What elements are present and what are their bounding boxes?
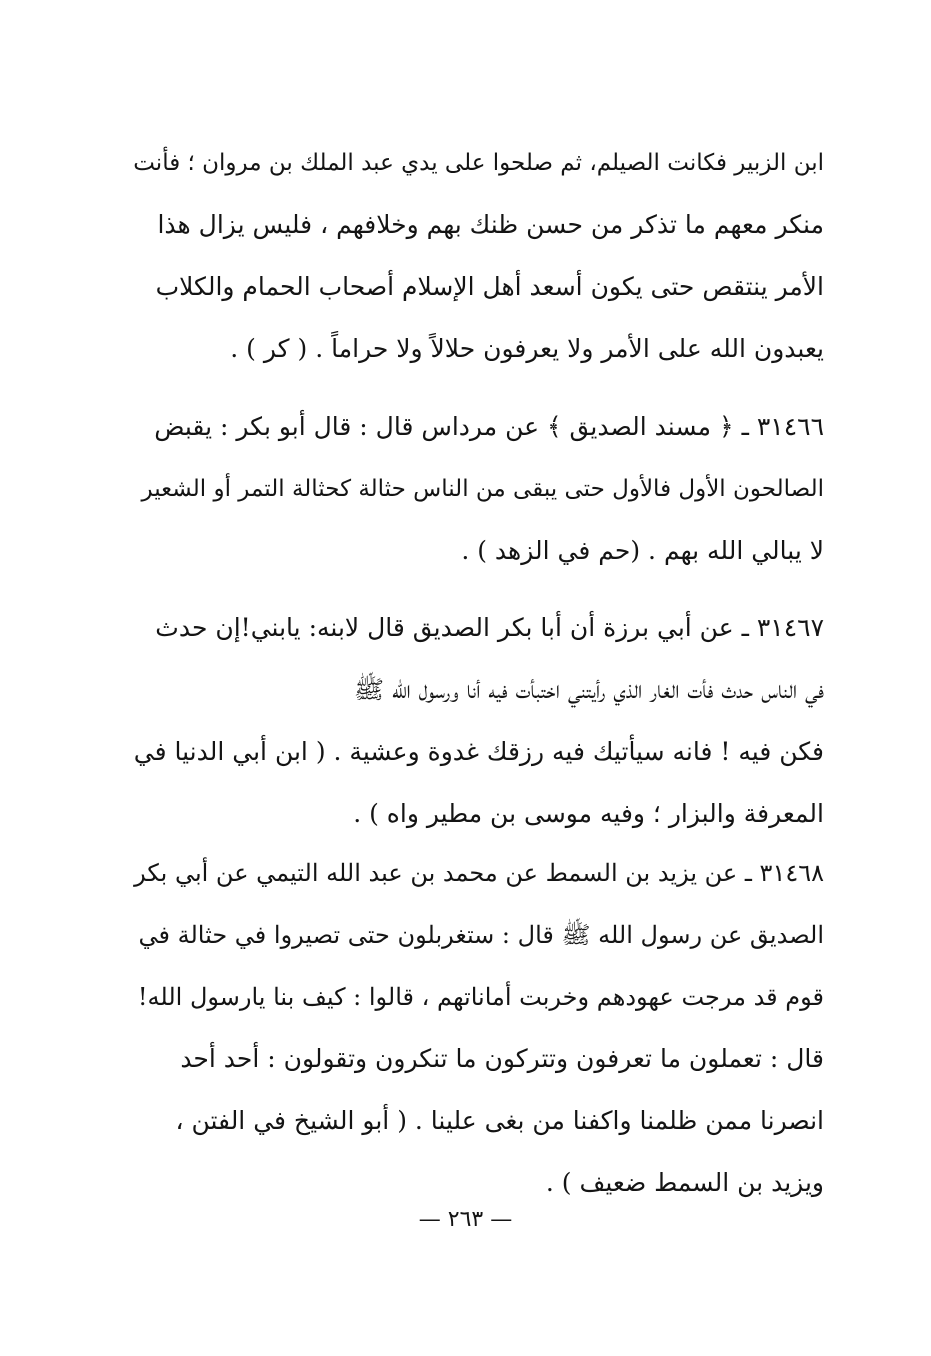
text-line: ٣١٤٦٦ ـ ﴿ مسند الصديق ﴾ عن مرداس قال : قال أبو بكر : يقبض (154, 412, 824, 441)
text-line: ٣١٤٦٧ ـ عن أبي برزة أن أبا بكر الصديق قال لابنه: يابني!إن حدث (155, 613, 824, 642)
text-line: قال : تعملون ما تعرفون وتتركون ما تنكرون وتقولون : أحد أحد (180, 1044, 824, 1073)
hadith-31467 (132, 597, 824, 845)
text-line: ٣١٤٦٨ ـ عن يزيد بن السمط عن محمد بن عبد الله التيمي عن أبي بكر (134, 859, 824, 887)
paragraph-continuation (132, 132, 824, 380)
text-line: الصديق عن رسول الله ﷺ قال : ستغربلون حتى تصيروا في حثالة في (138, 921, 824, 949)
text-line: قوم قد مرجت عهودهم وخربت أماناتهم ، قالوا : كيف بنا يارسول الله! (137, 983, 824, 1011)
text-line: الصالحون الأول فالأول حتى يبقى من الناس حثالة كحثالة التمر أو الشعير (141, 476, 824, 502)
text-line: المعرفة والبزار ؛ وفيه موسى بن مطير واه ) . (353, 799, 824, 828)
hadith-31466 (132, 396, 824, 582)
hadith-31468 (132, 842, 824, 1214)
text-line: لا يبالي الله بهم . (حم في الزهد ) . (461, 536, 824, 565)
text-line: يعبدون الله على الأمر ولا يعرفون حلالاً ولا حراماً . ( كر ) . (230, 334, 824, 363)
text-line: فكن فيه ! فانه سيأتيك فيه رزقك غدوة وعشية . ( ابن أبي الدنيا في (133, 737, 824, 766)
page-number: — ٢٦٣ — (418, 1207, 513, 1232)
text-line: منكر معهم ما تذكر من حسن ظنك بهم وخلافهم ، فليس يزال هذا (157, 210, 824, 239)
text-line: انصرنا ممن ظلمنا واكفنا من بغى علينا . ( أبو الشيخ في الفتن ، (175, 1106, 824, 1135)
text-line: في الناس حدث فأت الغار الذي رأيتني اختبأت فيه أنا ورسول الله ﷺ (353, 675, 824, 704)
text-line: ويزيد بن السمط ضعيف ) . (545, 1168, 824, 1197)
text-line: ابن الزبير فكانت الصيلم، ثم صلحوا على يدي عبد الملك بن مروان ؛ فأنت (133, 150, 824, 176)
text-line: الأمر ينتقص حتى يكون أسعد أهل الإسلام أصحاب الحمام والكلاب (155, 272, 824, 301)
